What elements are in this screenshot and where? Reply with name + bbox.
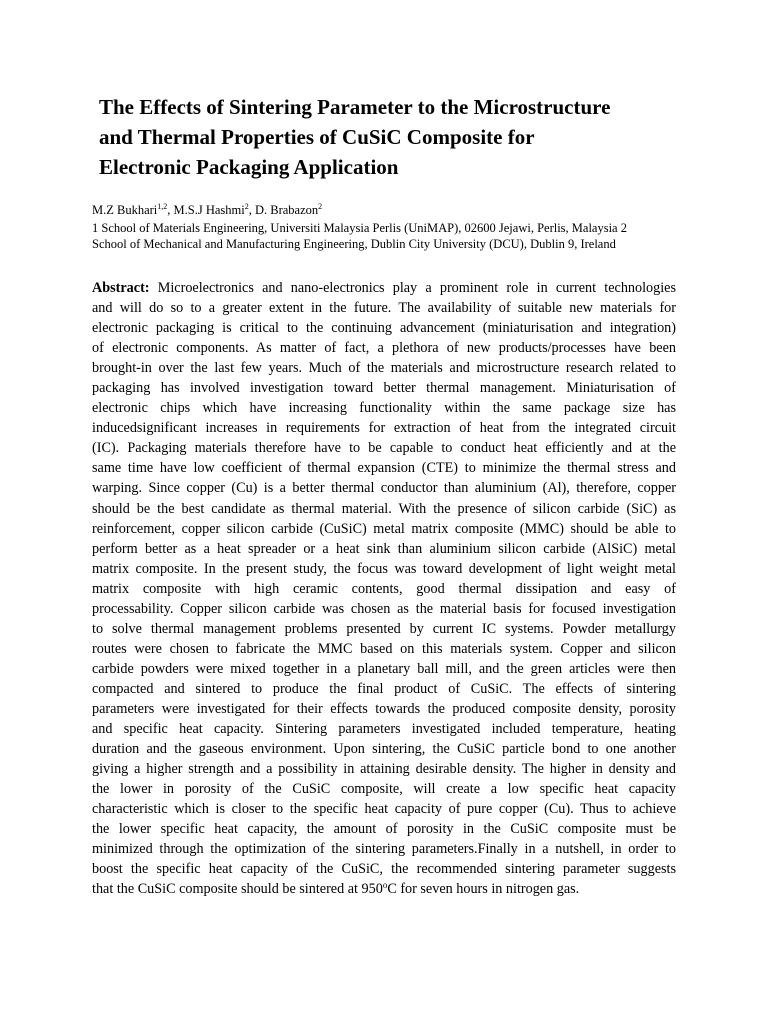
abstract-line: reinforcement, copper silicon carbide (CuSiC) metal matrix composite (MMC) should be able to <box>92 520 676 537</box>
abstract-line: processability. Copper silicon carbide was chosen as the material basis for focused investigation <box>92 600 676 617</box>
title-line: The Effects of Sintering Parameter to the Microstructure <box>99 95 611 119</box>
abstract-line: should be the best candidate as thermal material. With the presence of silicon carbide (SiC) as <box>92 500 676 517</box>
abstract-label: Abstract: <box>92 280 150 296</box>
abstract-line: warping. Since copper (Cu) is a better thermal conductor than aluminium (Al), therefore, copper <box>92 480 676 497</box>
abstract-body <box>92 278 676 899</box>
title-line: Electronic Packaging Application <box>99 155 399 179</box>
abstract-line: electronic chips which have increasing functionality within the same package size has <box>92 400 676 417</box>
abstract-line: matrix composite. In the present study, the focus was toward development of light weight metal <box>92 560 676 577</box>
abstract-line: electronic packaging is critical to the continuing advancement (miniaturisation and integration) <box>92 320 676 337</box>
abstract-line: same time have low coefficient of thermal expansion (CTE) to minimize the thermal stress and <box>92 460 676 477</box>
author-name: D. Brabazon <box>254 203 319 217</box>
abstract-line: carbide powders were mixed together in a planetary ball mill, and the green articles were then <box>92 660 676 677</box>
author-affiliation-mark: 1,2 <box>157 202 168 211</box>
affiliation-line: School of Mechanical and Manufacturing Engineering, Dublin City University (DCU), Dublin 9, Ireland <box>92 237 616 251</box>
abstract-line-text: C for seven hours in nitrogen gas. <box>387 881 580 898</box>
author-affiliation-mark: 2 <box>244 202 249 211</box>
abstract-line: (IC). Packaging materials therefore have to be capable to conduct heat efficiently and at the <box>92 440 676 457</box>
abstract-line-text: Microelectronics and nano-electronics play a prominent role in current technologies <box>149 280 676 296</box>
abstract-line: brought-in over the last few years. Much of the materials and microstructure research related to <box>92 360 676 377</box>
abstract-line: boost the specific heat capacity of the CuSiC, the recommended sintering parameter suggests <box>92 861 676 878</box>
abstract-line: of electronic components. As matter of fact, a plethora of new products/processes have been <box>92 340 676 357</box>
degree-superscript: o <box>382 880 388 891</box>
abstract-line: packaging has involved investigation toward better thermal management. Miniaturisation of <box>92 380 676 397</box>
author-affiliation-mark: 2 <box>318 202 323 211</box>
abstract-line: minimized through the optimization of the sintering parameters.Finally in a nutshell, in order to <box>92 841 676 858</box>
author-name: M.S.J Hashmi <box>173 203 245 217</box>
affiliation-line: 1 School of Materials Engineering, Universiti Malaysia Perlis (UniMAP), 02600 Jejawi, Perlis, Malaysia 2 <box>92 221 627 235</box>
author-separator: , <box>248 203 255 217</box>
author-separator: , <box>167 203 174 217</box>
abstract-line: parameters were investigated for their effects towards the produced composite density, porosity <box>92 700 676 717</box>
abstract-line: giving a higher strength and a possibility in attaining desirable density. The higher in density and <box>92 761 676 778</box>
author-name: M.Z Bukhari <box>92 203 158 217</box>
abstract-line: duration and the gaseous environment. Upon sintering, the CuSiC particle bond to one another <box>92 741 676 758</box>
author-list <box>92 202 322 218</box>
abstract-line: and will do so to a greater extent in the future. The availability of suitable new materials for <box>92 300 676 317</box>
abstract-line: characteristic which is closer to the specific heat capacity of pure copper (Cu). Thus to achieve <box>92 801 676 818</box>
abstract-line: perform better as a heat spreader or a heat sink than aluminium silicon carbide (AlSiC) metal <box>92 540 676 557</box>
abstract-line <box>92 278 676 298</box>
paper-title <box>99 92 742 182</box>
abstract-line: the lower specific heat capacity, the amount of porosity in the CuSiC composite must be <box>92 821 676 838</box>
abstract-line: compacted and sintered to produce the final product of CuSiC. The effects of sintering <box>92 680 676 697</box>
abstract-line: and specific heat capacity. Sintering parameters investigated included temperature, heating <box>92 721 676 738</box>
title-line: and Thermal Properties of CuSiC Composite for <box>99 125 535 149</box>
abstract-line: inducedsignificant increases in requirements for extraction of heat from the integrated circuit <box>92 420 676 437</box>
abstract-line: matrix composite with high ceramic contents, good thermal dissipation and easy of <box>92 580 676 597</box>
abstract-line: the lower in porosity of the CuSiC composite, will create a low specific heat capacity <box>92 781 676 798</box>
abstract-line: to solve thermal management problems presented by current IC systems. Powder metallurgy <box>92 620 676 637</box>
abstract-line <box>92 879 676 899</box>
abstract-line: routes were chosen to fabricate the MMC based on this materials system. Copper and silicon <box>92 640 676 657</box>
abstract-line-text: that the CuSiC composite should be sintered at 950 <box>92 881 383 898</box>
